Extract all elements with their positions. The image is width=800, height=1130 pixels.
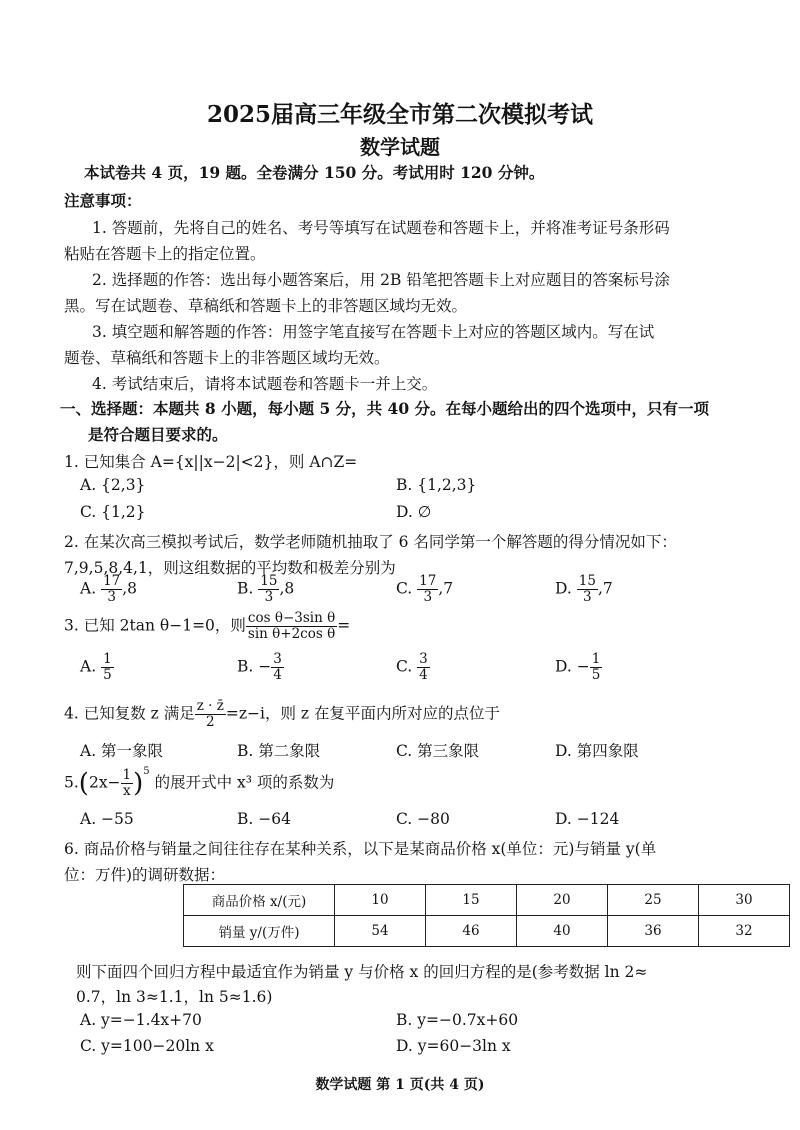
table-cell: 32 <box>699 916 790 947</box>
price-sales-table <box>183 884 790 947</box>
fraction <box>577 574 598 605</box>
question-2-stem-line-2: 7,9,5,8,4,1，则这组数据的平均数和极差分别为 <box>64 559 396 577</box>
question-5-option-d: D. −124 <box>555 810 620 828</box>
question-6-after-line-1: 则下面四个回归方程中最适宜作为销量 y 与价格 x 的回归方程的是(参考数据 ln 2≈ <box>76 963 648 981</box>
note-2-line-1: 2. 选择题的作答：选出每小题答案后，用 2B 铅笔把答题卡上对应题目的答案标号涂 <box>92 271 670 289</box>
question-3-option-c <box>396 652 430 683</box>
fraction <box>417 574 438 605</box>
table-cell: 40 <box>517 916 608 947</box>
question-number: 5. <box>64 773 79 792</box>
note-2-line-2: 黑。写在试题卷、草稿纸和答题卡上的非答题区域均无效。 <box>64 297 468 315</box>
denominator: 5 <box>103 667 112 683</box>
table-cell: 36 <box>608 916 699 947</box>
section-1-line-2: 是符合题目要求的。 <box>88 425 228 444</box>
question-4-stem <box>64 699 500 730</box>
question-6-option-c: C. y=100−20ln x <box>80 1037 214 1055</box>
section-1-line-1: 一、选择题：本题共 8 小题，每小题 5 分，共 40 分。在每小题给出的四个选项中，只有一项 <box>60 399 710 418</box>
fraction <box>121 768 134 799</box>
stem-post: 的展开式中 x³ 项的系数为 <box>149 773 335 792</box>
question-5-option-c: C. −80 <box>396 810 450 828</box>
question-2-option-b <box>237 574 294 605</box>
numerator: 1 <box>103 651 112 667</box>
fraction <box>195 699 226 730</box>
question-6-stem-line-2: 位：万件)的调研数据： <box>64 866 226 884</box>
question-2-option-d <box>555 574 613 605</box>
denominator: 3 <box>423 589 433 605</box>
denominator: x <box>123 783 131 799</box>
stem-post: =z−i，则 z 在复平面内所对应的点位于 <box>225 704 500 723</box>
fraction <box>246 611 337 642</box>
option-tail: ,8 <box>122 579 138 598</box>
option-label: D. − <box>555 657 590 676</box>
question-4-option-a: A. 第一象限 <box>80 742 164 760</box>
note-1-line-2: 粘贴在答题卡上的指定位置。 <box>64 245 266 263</box>
question-3-option-d <box>555 652 602 683</box>
table-cell: 10 <box>335 885 426 916</box>
table-cell: 25 <box>608 885 699 916</box>
fraction <box>101 574 122 605</box>
option-label: C. <box>396 657 413 676</box>
exam-title: 2025届高三年级全市第二次模拟考试 <box>206 101 593 128</box>
option-label: B. <box>237 579 254 598</box>
note-1-line-1: 1. 答题前，先将自己的姓名、考号等填写在试题卷和答题卡上，并将准考证号条形码 <box>92 219 670 237</box>
numerator: 3 <box>273 651 282 667</box>
question-3-stem <box>64 611 350 642</box>
option-label: B. − <box>237 657 272 676</box>
table-cell: 54 <box>335 916 426 947</box>
question-3-option-b <box>237 652 284 683</box>
denominator: 3 <box>264 589 274 605</box>
option-tail: ,7 <box>597 579 613 598</box>
inner-pre: 2x− <box>88 773 121 792</box>
numerator: 1 <box>122 767 132 783</box>
table-row <box>184 885 790 916</box>
numerator: 1 <box>591 651 601 667</box>
question-5-option-b: B. −64 <box>237 810 291 828</box>
question-6-after-line-2: 0.7，ln 3≈1.1，ln 5≈1.6) <box>76 988 273 1006</box>
fraction <box>590 652 603 683</box>
option-tail: ,7 <box>438 579 454 598</box>
question-6-option-a: A. y=−1.4x+70 <box>80 1011 202 1029</box>
numerator: z · z̄ <box>196 698 224 714</box>
stem-pre: 4. 已知复数 z 满足 <box>64 704 195 723</box>
question-4-option-d: D. 第四象限 <box>555 742 639 760</box>
option-tail: ,8 <box>279 579 295 598</box>
stem-post: = <box>337 616 351 635</box>
numerator: 3 <box>419 651 428 667</box>
denominator: sin θ+2cos θ <box>247 626 336 642</box>
note-3-line-2: 题卷、草稿纸和答题卡上的非答题区域均无效。 <box>64 349 390 367</box>
question-4-option-b: B. 第二象限 <box>237 742 321 760</box>
row-header-price: 商品价格 x/(元) <box>184 885 335 916</box>
fraction <box>271 652 284 683</box>
fraction <box>101 652 114 683</box>
table-cell: 46 <box>426 916 517 947</box>
option-label: A. <box>80 579 97 598</box>
note-3-line-1: 3. 填空题和解答题的作答：用签字笔直接写在答题卡上对应的答题区域内。写在试 <box>92 323 655 341</box>
question-6-stem-line-1: 6. 商品价格与销量之间往往存在某种关系，以下是某商品价格 x(单位：元)与销量 y(单 <box>64 840 657 858</box>
question-1-option-a: A. {2,3} <box>80 476 146 494</box>
table-cell: 15 <box>426 885 517 916</box>
question-2-option-c <box>396 574 453 605</box>
question-5-stem <box>64 768 334 799</box>
question-6-option-d: D. y=60−3ln x <box>396 1037 511 1055</box>
question-6-option-b: B. y=−0.7x+60 <box>396 1011 519 1029</box>
denominator: 4 <box>273 667 282 683</box>
table-row <box>184 916 790 947</box>
power: 5 <box>143 766 150 777</box>
question-2-stem-line-1: 2. 在某次高三模拟考试后，数学老师随机抽取了 6 名同学第一个解答题的得分情况如下： <box>64 533 677 551</box>
question-1-stem: 1. 已知集合 A={x||x−2|<2}，则 A∩Z= <box>64 453 358 471</box>
option-label: C. <box>396 579 413 598</box>
question-1-option-b: B. {1,2,3} <box>396 476 477 494</box>
notes-heading: 注意事项： <box>64 191 142 210</box>
question-3-option-a <box>80 652 114 683</box>
question-4-option-c: C. 第三象限 <box>396 742 480 760</box>
question-1-option-c: C. {1,2} <box>80 503 146 521</box>
table-cell: 20 <box>517 885 608 916</box>
note-4: 4. 考试结束后，请将本试题卷和答题卡一并上交。 <box>92 375 438 393</box>
denominator: 4 <box>419 667 428 683</box>
question-1-option-d: D. ∅ <box>396 503 432 521</box>
left-paren-glyph: ( <box>78 768 89 799</box>
option-label: D. <box>555 579 572 598</box>
option-label: A. <box>80 657 97 676</box>
question-5-option-a: A. −55 <box>80 810 134 828</box>
right-paren-glyph: ) <box>133 768 144 799</box>
denominator: 5 <box>591 667 601 683</box>
fraction <box>258 574 279 605</box>
denominator: 3 <box>583 589 592 605</box>
numerator: 15 <box>578 573 596 589</box>
numerator: 17 <box>419 573 437 589</box>
row-header-sales: 销量 y/(万件) <box>184 916 335 947</box>
page-footer: 数学试题 第 1 页(共 4 页) <box>315 1077 485 1093</box>
numerator: 15 <box>260 573 278 589</box>
denominator: 3 <box>107 589 116 605</box>
numerator: 17 <box>103 573 121 589</box>
numerator: cos θ−3sin θ <box>247 610 336 626</box>
exam-info: 本试卷共 4 页，19 题。全卷满分 150 分。考试用时 120 分钟。 <box>84 163 545 182</box>
table-cell: 30 <box>699 885 790 916</box>
fraction <box>417 652 430 683</box>
denominator: 2 <box>206 714 215 730</box>
question-2-option-a <box>80 574 137 605</box>
exam-subtitle: 数学试题 <box>360 135 440 159</box>
stem-pre: 3. 已知 2tan θ−1=0，则 <box>64 616 246 635</box>
